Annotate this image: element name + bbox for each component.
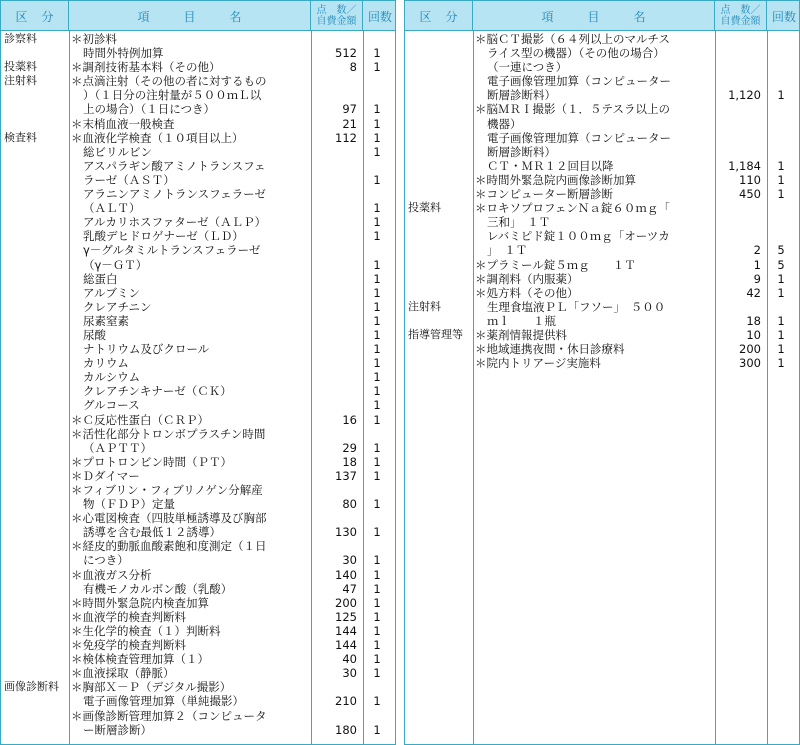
item-cell: 上の場合）（１日につき） — [83, 102, 216, 117]
count-cell: 1 — [373, 638, 381, 653]
table-row — [1, 102, 395, 116]
count-cell: 5 — [777, 257, 785, 272]
item-cell: γ－グルタミルトランスフェラーゼ — [83, 243, 261, 258]
count-cell: 1 — [777, 327, 785, 342]
count-cell: 1 — [373, 525, 381, 540]
left-panel — [0, 0, 396, 745]
table-row — [405, 201, 799, 215]
item-cell: ＊経皮的動脈血酸素飽和度測定（１日 — [71, 539, 267, 554]
item-cell: グルコース — [83, 398, 140, 413]
count-cell: 1 — [373, 313, 381, 328]
item-cell: 電子画像管理加算（コンピューター — [487, 130, 671, 145]
category-cell: 画像診断料 — [4, 680, 59, 694]
points-cell: 1,120 — [728, 88, 761, 103]
table-row — [1, 525, 395, 539]
points-cell: 200 — [739, 342, 761, 357]
points-cell: 80 — [342, 497, 357, 512]
table-row — [1, 117, 395, 131]
table-row — [1, 413, 395, 427]
table-row — [1, 694, 395, 708]
item-cell: ＊末梢血液一般検査 — [71, 116, 175, 131]
points-cell: 180 — [335, 722, 357, 737]
table-row — [405, 215, 799, 229]
item-cell: ＊心電図検査（四肢単極誘導及び胸部 — [71, 511, 267, 526]
category-cell: 検査料 — [4, 130, 37, 144]
table-row — [1, 680, 395, 694]
points-cell: 1 — [753, 257, 761, 272]
table-row — [1, 215, 395, 229]
item-cell: ＊プロトロンビン時間（ＰＴ） — [71, 454, 232, 469]
count-cell: 1 — [373, 440, 381, 455]
table-row — [1, 652, 395, 666]
points-cell: 512 — [335, 46, 357, 61]
count-cell: 1 — [373, 623, 381, 638]
item-cell: 乳酸デヒドロゲナーゼ（ＬＤ） — [83, 229, 244, 244]
table-row — [1, 328, 395, 342]
item-cell: 」 １Ｔ — [487, 243, 528, 258]
count-cell: 1 — [373, 356, 381, 371]
table-row — [1, 370, 395, 384]
table-row — [1, 384, 395, 398]
header-count: 回数 — [771, 9, 796, 24]
table-row — [405, 229, 799, 243]
item-cell: 三和」 １Ｔ — [487, 215, 551, 230]
count-cell: 1 — [373, 454, 381, 469]
table-row — [405, 173, 799, 187]
table-row — [1, 74, 395, 88]
table-row — [1, 723, 395, 737]
count-cell: 1 — [373, 722, 381, 737]
item-cell: 誘導を含む最低１２誘導） — [83, 525, 221, 540]
table-row — [405, 187, 799, 201]
item-cell: ＊時間外緊急院内検査加算 — [71, 595, 209, 610]
item-cell: ＊生化学的検査（１）判断料 — [71, 623, 221, 638]
item-cell: ＊血液ガス分析 — [71, 567, 152, 582]
count-cell: 1 — [373, 229, 381, 244]
header-item: 項目名 — [69, 1, 311, 31]
count-cell: 1 — [777, 88, 785, 103]
table-row — [1, 582, 395, 596]
header-points-line2: 自費金額 — [720, 16, 761, 27]
item-cell: アラニンアミノトランスフェラーゼ — [83, 187, 266, 202]
table-row — [1, 187, 395, 201]
points-cell: 42 — [746, 285, 761, 300]
count-cell: 1 — [777, 158, 785, 173]
points-cell: 144 — [335, 623, 357, 638]
points-cell: 210 — [335, 694, 357, 709]
count-cell: 1 — [373, 595, 381, 610]
points-cell: 30 — [342, 553, 357, 568]
count-cell: 1 — [373, 102, 381, 117]
table-row — [1, 272, 395, 286]
count-cell: 1 — [373, 666, 381, 681]
category-cell: 注射料 — [4, 74, 37, 88]
table-row — [405, 328, 799, 342]
item-cell: 断層診断料） — [487, 88, 556, 103]
points-cell: 200 — [335, 595, 357, 610]
header-points — [715, 1, 767, 31]
count-cell: 1 — [777, 271, 785, 286]
count-cell: 1 — [373, 497, 381, 512]
table-row — [405, 32, 799, 46]
table-row — [1, 511, 395, 525]
item-cell: （一連につき） — [487, 60, 568, 75]
item-cell: ＊調剤技術基本料（その他） — [71, 60, 221, 75]
table-row — [405, 159, 799, 173]
count-cell: 1 — [373, 398, 381, 413]
item-cell: ｍｌ １瓶 — [487, 313, 556, 328]
item-cell: ＊コンピューター断層診断 — [475, 187, 613, 202]
points-cell: 450 — [739, 187, 761, 202]
table-row — [405, 46, 799, 60]
table-row — [1, 469, 395, 483]
header-points-line2: 自費金額 — [316, 16, 357, 27]
count-cell: 1 — [373, 215, 381, 230]
item-cell: （γ－ＧＴ） — [83, 257, 148, 272]
header-category: 区分 — [1, 1, 69, 31]
table-row — [1, 666, 395, 680]
right-table-body — [405, 32, 799, 370]
count-cell: 1 — [777, 172, 785, 187]
count-cell: 1 — [373, 327, 381, 342]
item-cell: ＊薬剤情報提供料 — [475, 327, 567, 342]
points-cell: 18 — [342, 454, 357, 469]
points-cell: 1,184 — [728, 158, 761, 173]
item-cell: 尿素窒素 — [83, 313, 129, 328]
table-header — [1, 1, 395, 31]
table-row — [1, 568, 395, 582]
table-row — [1, 497, 395, 511]
item-cell: ナトリウム及びクロール — [83, 342, 210, 357]
count-cell: 1 — [373, 201, 381, 216]
count-cell: 5 — [777, 243, 785, 258]
count-cell: 1 — [373, 342, 381, 357]
points-cell: 137 — [335, 468, 357, 483]
item-cell: 時間外特例加算 — [83, 46, 164, 61]
count-cell: 1 — [777, 285, 785, 300]
item-cell: ＊活性化部分トロンボプラスチン時間 — [71, 426, 266, 441]
points-cell: 16 — [342, 412, 357, 427]
item-cell: ＊調剤料（内服薬） — [475, 271, 579, 286]
table-row — [1, 553, 395, 567]
count-cell: 1 — [777, 313, 785, 328]
header-points — [311, 1, 363, 31]
count-cell: 1 — [373, 257, 381, 272]
item-cell: ＣＴ・ＭＲ１２回目以降 — [487, 158, 614, 173]
table-row — [1, 610, 395, 624]
category-cell: 投薬料 — [4, 60, 37, 74]
item-cell: 尿酸 — [83, 327, 106, 342]
item-cell: 機器） — [487, 116, 522, 131]
item-cell: ＊Ｄダイマー — [71, 468, 140, 483]
header-item: 項目名 — [473, 1, 715, 31]
table-row — [1, 483, 395, 497]
table-row — [1, 88, 395, 102]
item-cell: 断層診断料） — [487, 144, 556, 159]
item-cell: ＊プラミール錠５ｍｇ １Ｔ — [475, 257, 636, 272]
count-cell: 1 — [373, 609, 381, 624]
item-cell: ＊脳ＣＴ撮影（６４列以上のマルチス — [475, 32, 671, 46]
item-cell: カリウム — [83, 356, 129, 371]
table-row — [1, 229, 395, 243]
table-row — [1, 300, 395, 314]
item-cell: レバミピド錠１００ｍｇ「オーツカ — [487, 229, 670, 244]
item-cell: ＊検体検査管理加算（１） — [71, 652, 209, 667]
item-cell: 電子画像管理加算（単純撮影） — [83, 694, 244, 709]
table-row — [1, 131, 395, 145]
item-cell: ＊画像診断管理加算２（コンピュータ — [71, 708, 267, 723]
table-row — [405, 117, 799, 131]
item-cell: ＊フィブリン・フィブリノゲン分解産 — [71, 483, 263, 497]
table-row — [1, 173, 395, 187]
count-cell: 1 — [373, 299, 381, 314]
item-cell: ＊点滴注射（その他の者に対するもの — [71, 74, 267, 89]
table-row — [1, 455, 395, 469]
category-cell: 注射料 — [408, 299, 441, 313]
header-points-line1: 点 数／ — [720, 5, 761, 16]
table-row — [1, 398, 395, 412]
table-row — [1, 201, 395, 215]
table-row — [405, 131, 799, 145]
item-cell: 総ビリルビン — [83, 144, 152, 159]
item-cell: ＊脳ＭＲＩ撮影（１．５テスラ以上の — [475, 102, 671, 117]
points-cell: 9 — [753, 271, 761, 286]
points-cell: 47 — [342, 581, 357, 596]
left-table-body — [1, 32, 395, 737]
item-cell: アルブミン — [83, 285, 141, 300]
item-cell: ー断層診断） — [83, 722, 152, 737]
table-row — [405, 74, 799, 88]
item-cell: クレアチニン — [83, 299, 152, 314]
item-cell: アルカリホスファターゼ（ＡＬＰ） — [83, 215, 267, 230]
item-cell: （ＡＰＴＴ） — [83, 440, 152, 455]
item-cell: につき） — [83, 553, 129, 568]
points-cell: 97 — [342, 102, 357, 117]
table-row — [1, 441, 395, 455]
category-cell: 指導管理等 — [408, 327, 463, 341]
item-cell: ＊胸部Ｘ－Ｐ（デジタル撮影） — [71, 680, 232, 695]
item-cell: ＊地域連携夜間・休日診療料 — [475, 342, 625, 357]
count-cell: 1 — [373, 116, 381, 131]
table-row — [1, 32, 395, 46]
count-cell: 1 — [373, 46, 381, 61]
table-row — [405, 286, 799, 300]
table-row — [1, 286, 395, 300]
item-cell: ライス型の機器）（その他の場合） — [487, 46, 665, 61]
points-cell: 21 — [342, 116, 357, 131]
table-row — [405, 60, 799, 74]
item-cell: ＊血液学的検査判断料 — [71, 609, 186, 624]
points-cell: 10 — [746, 327, 761, 342]
count-cell: 1 — [373, 370, 381, 385]
points-cell: 130 — [335, 525, 357, 540]
points-cell: 2 — [753, 243, 761, 258]
points-cell: 30 — [342, 666, 357, 681]
item-cell: クレアチンキナーゼ（ＣＫ） — [83, 384, 232, 399]
table-row — [1, 314, 395, 328]
table-row — [1, 46, 395, 60]
count-cell: 1 — [373, 652, 381, 667]
item-cell: ＊Ｃ反応性蛋白（ＣＲＰ） — [71, 412, 209, 427]
item-cell: 物（ＦＤＰ）定量 — [83, 497, 175, 512]
points-cell: 29 — [342, 440, 357, 455]
category-cell: 投薬料 — [408, 201, 441, 215]
item-cell: 電子画像管理加算（コンピューター — [487, 74, 671, 89]
count-cell: 1 — [373, 271, 381, 286]
points-cell: 110 — [739, 172, 761, 187]
table-row — [405, 314, 799, 328]
header-points-line1: 点 数／ — [316, 5, 357, 16]
points-cell: 8 — [349, 60, 357, 75]
item-cell: ＊院内トリアージ実施料 — [475, 356, 601, 371]
item-cell: 総蛋白 — [83, 271, 118, 286]
points-cell: 300 — [739, 356, 761, 371]
item-cell: 生理食塩液ＰＬ「フソー」 ５００ — [487, 299, 666, 314]
right-panel — [404, 0, 800, 745]
item-cell: カルシウム — [83, 370, 141, 385]
table-row — [1, 258, 395, 272]
table-row — [1, 638, 395, 652]
table-row — [1, 427, 395, 441]
table-row — [1, 159, 395, 173]
count-cell: 1 — [373, 144, 381, 159]
table-row — [405, 342, 799, 356]
table-row — [1, 624, 395, 638]
header-count: 回数 — [367, 9, 392, 24]
count-cell: 1 — [777, 342, 785, 357]
table-row — [405, 243, 799, 257]
count-cell: 1 — [777, 187, 785, 202]
table-row — [405, 102, 799, 116]
table-row — [405, 272, 799, 286]
item-cell: ＊時間外緊急院内画像診断加算 — [475, 172, 636, 187]
item-cell: ＊ロキソプロフェンＮａ錠６０ｍｇ「 — [475, 201, 670, 216]
table-row — [1, 709, 395, 723]
item-cell: ＊血液採取（静脈） — [71, 666, 175, 681]
count-cell: 1 — [373, 694, 381, 709]
count-cell: 1 — [373, 553, 381, 568]
table-row — [405, 258, 799, 272]
count-cell: 1 — [373, 172, 381, 187]
item-cell: ＊血液化学検査（１０項目以上） — [71, 130, 244, 145]
table-row — [405, 356, 799, 370]
points-cell: 18 — [746, 313, 761, 328]
header-category: 区分 — [405, 1, 473, 31]
count-cell: 1 — [373, 130, 381, 145]
table-row — [1, 243, 395, 257]
table-row — [405, 145, 799, 159]
table-row — [1, 60, 395, 74]
item-cell: （ＡＬＴ） — [83, 201, 141, 216]
table-row — [1, 145, 395, 159]
table-header — [405, 1, 799, 31]
count-cell: 1 — [373, 412, 381, 427]
item-cell: ＊免疫学的検査判断料 — [71, 638, 186, 653]
table-row — [1, 596, 395, 610]
table-row — [405, 88, 799, 102]
count-cell: 1 — [373, 567, 381, 582]
item-cell: 有機モノカルボン酸（乳酸） — [83, 581, 233, 596]
points-cell: 112 — [335, 130, 357, 145]
table-row — [405, 300, 799, 314]
item-cell: ＊初診料 — [71, 32, 117, 46]
count-cell: 1 — [373, 285, 381, 300]
item-cell: アスパラギン酸アミノトランスフェ — [83, 158, 266, 173]
count-cell: 1 — [777, 356, 785, 371]
points-cell: 140 — [335, 567, 357, 582]
count-cell: 1 — [373, 60, 381, 75]
count-cell: 1 — [373, 581, 381, 596]
count-cell: 1 — [373, 384, 381, 399]
table-row — [1, 342, 395, 356]
item-cell: ＊処方料（その他） — [475, 285, 579, 300]
points-cell: 40 — [342, 652, 357, 667]
points-cell: 144 — [335, 638, 357, 653]
item-cell: ラーゼ（ＡＳＴ） — [83, 172, 175, 187]
count-cell: 1 — [373, 468, 381, 483]
item-cell: ）（１日分の注射量が５００ｍＬ以 — [83, 88, 262, 103]
table-row — [1, 539, 395, 553]
category-cell: 診察料 — [4, 32, 37, 45]
table-row — [1, 356, 395, 370]
points-cell: 125 — [335, 609, 357, 624]
